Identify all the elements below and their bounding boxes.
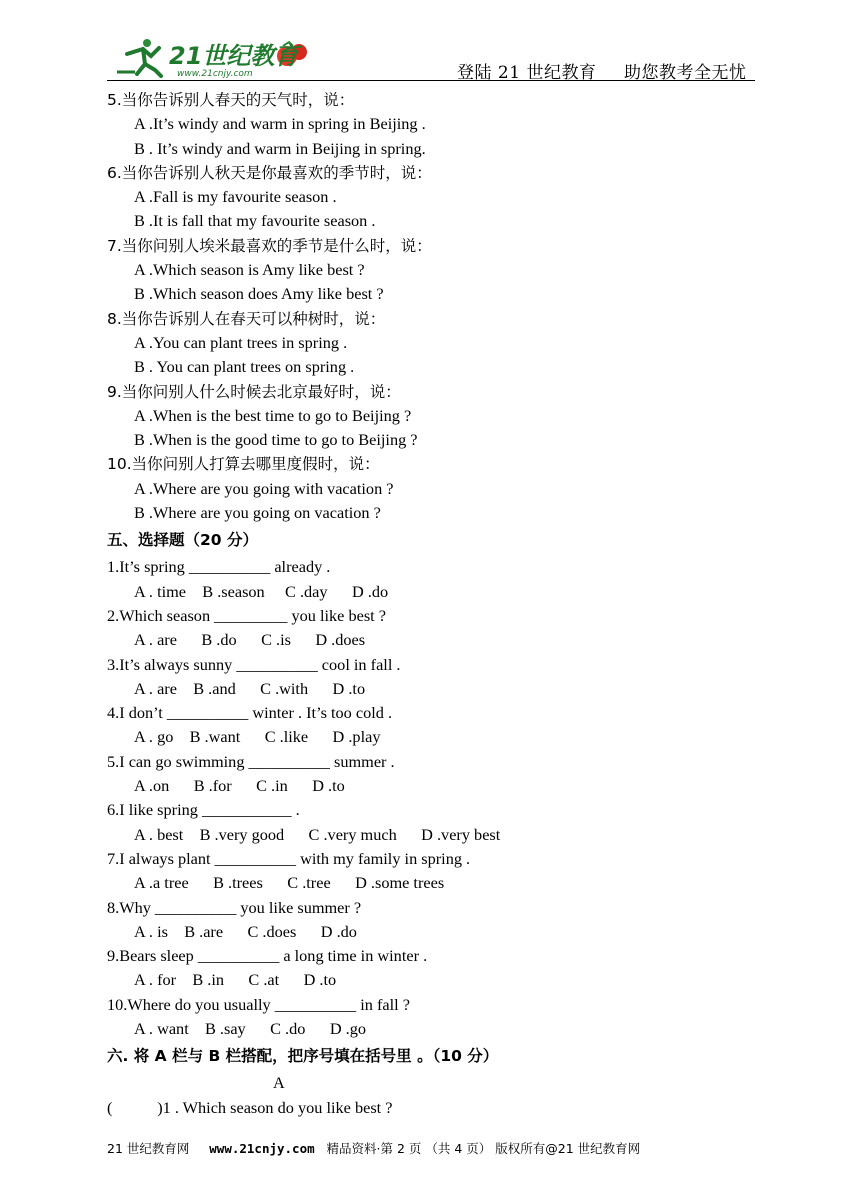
option-a: A .Which season is Amy like best ? (134, 260, 365, 280)
section4-list (107, 88, 767, 525)
list-item (107, 88, 767, 161)
list-item (107, 701, 767, 750)
question-prompt: 6.当你告诉别人秋天是你最喜欢的季节时，说： (107, 163, 432, 182)
option-a: A .It’s windy and warm in spring in Beijing . (134, 114, 426, 134)
question-stem: 9.Bears sleep __________ a long time in winter . (107, 946, 428, 966)
footer-page-info: 精品资料·第 2 页 （共 4 页） 版权所有@21 世纪教育网 (326, 1141, 641, 1156)
list-item (107, 452, 767, 525)
list-item (107, 555, 767, 604)
list-item (107, 750, 767, 799)
list-item (107, 380, 767, 453)
question-options: A . go B .want C .like D .play (134, 727, 381, 747)
question-options: A . is B .are C .does D .do (134, 921, 357, 941)
list-item (107, 847, 767, 896)
list-item (107, 798, 767, 847)
header-slogan-right: 助您教考全无忧 (624, 63, 747, 83)
matching-item: ( )1 . Which season do you like best ? (107, 1097, 393, 1117)
list-item (107, 234, 767, 307)
question-stem: 10.Where do you usually __________ in fall ? (107, 994, 410, 1014)
svg-text:21世纪教育: 21世纪教育 (169, 42, 299, 70)
question-options: A . for B .in C .at D .to (134, 970, 337, 990)
question-prompt: 10.当你问别人打算去哪里度假时，说： (107, 455, 380, 474)
list-item (107, 307, 767, 380)
question-options: A . time B .season C .day D .do (134, 581, 389, 601)
question-stem: 5.I can go swimming __________ summer . (107, 751, 395, 771)
option-b: B .Where are you going on vacation ? (134, 503, 381, 523)
list-item (107, 944, 767, 993)
question-options: A . want B .say C .do D .go (134, 1018, 367, 1038)
runner-icon (117, 39, 161, 76)
section5-title: 五、选择题（20 分） (107, 531, 258, 550)
option-b: B .Which season does Amy like best ? (134, 284, 384, 304)
question-options: A . are B .do C .is D .does (134, 630, 366, 650)
question-stem: 7.I always plant __________ with my family in spring . (107, 848, 471, 868)
question-stem: 1.It’s spring __________ already . (107, 557, 331, 577)
header-divider (107, 80, 755, 81)
worksheet-body (107, 88, 767, 1120)
footer-site-link[interactable]: www.21cnjy.com (209, 1141, 315, 1156)
question-prompt: 8.当你告诉别人在春天可以种树时，说： (107, 309, 386, 328)
question-options: A .a tree B .trees C .tree D .some trees (134, 873, 445, 893)
question-prompt: 5.当你告诉别人春天的天气时，说： (107, 91, 355, 109)
page-header (107, 30, 755, 83)
column-a-heading: A (273, 1073, 285, 1093)
list-item (107, 896, 767, 945)
question-stem: 2.Which season _________ you like best ? (107, 605, 386, 625)
site-logo (115, 34, 315, 78)
section5-list (107, 555, 767, 1041)
svg-text:www.21cnjy.com: www.21cnjy.com (177, 69, 253, 78)
question-prompt: 7.当你问别人埃米最喜欢的季节是什么时，说： (107, 236, 432, 255)
footer-org: 21 世纪教育网 (107, 1141, 190, 1156)
option-b: B . It’s windy and warm in Beijing in spring. (134, 138, 426, 158)
option-b: B . You can plant trees on spring . (134, 357, 355, 377)
list-item (107, 604, 767, 653)
question-stem: 8.Why __________ you like summer ? (107, 897, 362, 917)
question-prompt: 9.当你问别人什么时候去北京最好时，说： (107, 382, 401, 401)
list-item (107, 993, 767, 1042)
question-options: A .on B .for C .in D .to (134, 776, 345, 796)
option-b: B .When is the good time to go to Beijing ? (134, 430, 418, 450)
option-a: A .You can plant trees in spring . (134, 332, 348, 352)
question-stem: 3.It’s always sunny __________ cool in fall . (107, 654, 401, 674)
list-item (107, 161, 767, 234)
question-options: A . best B .very good C .very much D .very best (134, 824, 501, 844)
option-a: A .When is the best time to go to Beijing ? (134, 405, 412, 425)
section6-title: 六. 将 A 栏与 B 栏搭配，把序号填在括号里 。（10 分） (107, 1047, 499, 1066)
question-options: A . are B .and C .with D .to (134, 678, 366, 698)
question-stem: 6.I like spring ___________ . (107, 800, 300, 820)
option-a: A .Where are you going with vacation ? (134, 478, 394, 498)
page-footer (107, 1139, 755, 1157)
list-item (107, 653, 767, 702)
question-stem: 4.I don’t __________ winter . It’s too cold . (107, 703, 393, 723)
option-a: A .Fall is my favourite season . (134, 187, 337, 207)
header-slogan-left: 登陆 21 世纪教育 (457, 63, 597, 83)
option-b: B .It is fall that my favourite season . (134, 211, 376, 231)
